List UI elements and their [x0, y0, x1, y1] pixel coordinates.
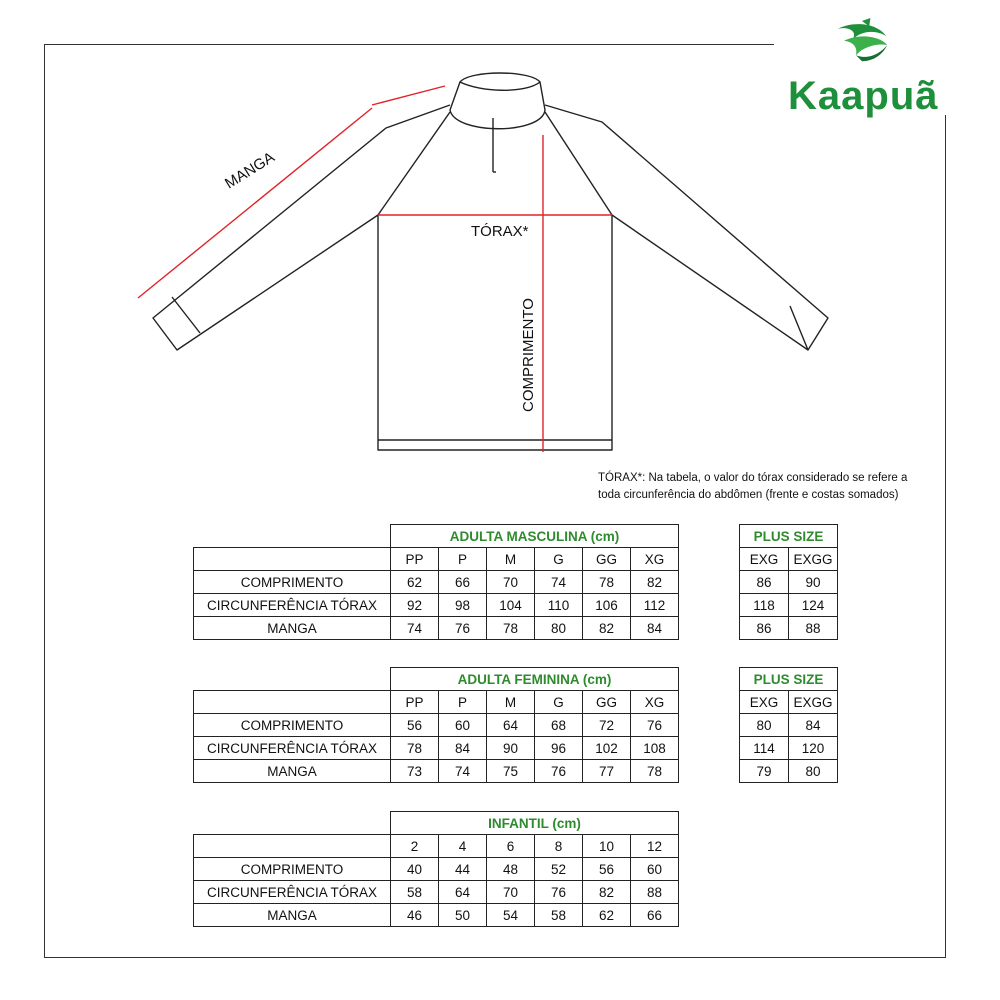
cell: 73 — [391, 760, 439, 783]
cell: 70 — [487, 571, 535, 594]
size-header: 12 — [631, 835, 679, 858]
cell: 118 — [740, 594, 789, 617]
row-label: MANGA — [194, 760, 391, 783]
size-header: PP — [391, 548, 439, 571]
cell: 106 — [583, 594, 631, 617]
size-header: 6 — [487, 835, 535, 858]
footnote-line-1: TÓRAX*: Na tabela, o valor do tórax considerado se refere a — [598, 472, 908, 484]
plus-size-table-masculina — [739, 524, 838, 640]
size-header: 4 — [439, 835, 487, 858]
cell: 76 — [535, 760, 583, 783]
cell: 78 — [631, 760, 679, 783]
table-row — [740, 571, 838, 594]
table-row — [194, 571, 679, 594]
cell: 68 — [535, 714, 583, 737]
cell: 60 — [631, 858, 679, 881]
cell: 80 — [740, 714, 789, 737]
cell: 76 — [439, 617, 487, 640]
cell: 72 — [583, 714, 631, 737]
cell: 120 — [789, 737, 838, 760]
size-header: M — [487, 691, 535, 714]
size-header: EXG — [740, 548, 789, 571]
row-label: CIRCUNFERÊNCIA TÓRAX — [194, 594, 391, 617]
row-label: CIRCUNFERÊNCIA TÓRAX — [194, 881, 391, 904]
cell: 74 — [439, 760, 487, 783]
cell: 82 — [583, 617, 631, 640]
size-table-infantil — [193, 811, 679, 927]
row-label: CIRCUNFERÊNCIA TÓRAX — [194, 737, 391, 760]
size-header: GG — [583, 548, 631, 571]
plus-size-table-feminina — [739, 667, 838, 783]
size-header: 8 — [535, 835, 583, 858]
cell: 46 — [391, 904, 439, 927]
cell: 62 — [391, 571, 439, 594]
cell: 114 — [740, 737, 789, 760]
row-label: MANGA — [194, 904, 391, 927]
table-row — [194, 594, 679, 617]
cell: 60 — [439, 714, 487, 737]
table-row — [194, 760, 679, 783]
cell: 102 — [583, 737, 631, 760]
cell: 58 — [535, 904, 583, 927]
size-table-feminina — [193, 667, 679, 783]
size-header: XG — [631, 691, 679, 714]
size-header: P — [439, 548, 487, 571]
row-label: MANGA — [194, 617, 391, 640]
cell: 88 — [789, 617, 838, 640]
cell: 66 — [439, 571, 487, 594]
cell: 52 — [535, 858, 583, 881]
cell: 64 — [439, 881, 487, 904]
cell: 77 — [583, 760, 631, 783]
cell: 90 — [789, 571, 838, 594]
size-header: PP — [391, 691, 439, 714]
size-header: 10 — [583, 835, 631, 858]
cell: 112 — [631, 594, 679, 617]
table-title: ADULTA MASCULINA (cm) — [391, 525, 679, 548]
cell: 44 — [439, 858, 487, 881]
table-row — [740, 714, 838, 737]
cell: 79 — [740, 760, 789, 783]
table-row — [194, 714, 679, 737]
size-header: M — [487, 548, 535, 571]
cell: 78 — [583, 571, 631, 594]
row-label: COMPRIMENTO — [194, 858, 391, 881]
cell: 84 — [439, 737, 487, 760]
cell: 98 — [439, 594, 487, 617]
cell: 78 — [487, 617, 535, 640]
size-header: P — [439, 691, 487, 714]
plus-size-title: PLUS SIZE — [740, 668, 838, 691]
brand-name: Kaapuã — [788, 74, 939, 118]
table-row — [194, 617, 679, 640]
cell: 82 — [631, 571, 679, 594]
cell: 56 — [391, 714, 439, 737]
cell: 90 — [487, 737, 535, 760]
table-row — [194, 904, 679, 927]
cell: 96 — [535, 737, 583, 760]
cell: 50 — [439, 904, 487, 927]
cell: 74 — [391, 617, 439, 640]
cell: 80 — [535, 617, 583, 640]
size-header: 2 — [391, 835, 439, 858]
table-row — [740, 617, 838, 640]
cell: 54 — [487, 904, 535, 927]
cell: 84 — [631, 617, 679, 640]
plus-size-title: PLUS SIZE — [740, 525, 838, 548]
cell: 86 — [740, 617, 789, 640]
cell: 86 — [740, 571, 789, 594]
cell: 82 — [583, 881, 631, 904]
cell: 74 — [535, 571, 583, 594]
cell: 58 — [391, 881, 439, 904]
cell: 56 — [583, 858, 631, 881]
cell: 84 — [789, 714, 838, 737]
size-header: G — [535, 548, 583, 571]
frame-bottom-line — [44, 957, 946, 958]
cell: 108 — [631, 737, 679, 760]
size-header: XG — [631, 548, 679, 571]
chest-footnote — [598, 470, 938, 504]
cell: 76 — [535, 881, 583, 904]
cell: 66 — [631, 904, 679, 927]
table-row — [740, 594, 838, 617]
cell: 124 — [789, 594, 838, 617]
cell: 88 — [631, 881, 679, 904]
cell: 70 — [487, 881, 535, 904]
cell: 75 — [487, 760, 535, 783]
cell: 104 — [487, 594, 535, 617]
cell: 64 — [487, 714, 535, 737]
chest-measure-label: TÓRAX* — [471, 223, 529, 240]
cell: 40 — [391, 858, 439, 881]
cell: 80 — [789, 760, 838, 783]
table-row — [194, 858, 679, 881]
table-title: INFANTIL (cm) — [391, 812, 679, 835]
cell: 78 — [391, 737, 439, 760]
sleeve-measure-label: MANGA — [222, 148, 278, 193]
size-header: GG — [583, 691, 631, 714]
table-row — [740, 760, 838, 783]
length-measure-label: COMPRIMENTO — [520, 298, 537, 412]
row-label: COMPRIMENTO — [194, 571, 391, 594]
cell: 92 — [391, 594, 439, 617]
size-table-masculina — [193, 524, 679, 640]
cell: 76 — [631, 714, 679, 737]
table-row — [740, 737, 838, 760]
cell: 110 — [535, 594, 583, 617]
size-header: EXGG — [789, 548, 838, 571]
row-label: COMPRIMENTO — [194, 714, 391, 737]
table-row — [194, 881, 679, 904]
size-header: EXGG — [789, 691, 838, 714]
footnote-line-2: toda circunferência do abdômen (frente e costas somados) — [598, 489, 899, 501]
size-header: G — [535, 691, 583, 714]
cell: 48 — [487, 858, 535, 881]
cell: 62 — [583, 904, 631, 927]
table-row — [194, 737, 679, 760]
table-title: ADULTA FEMININA (cm) — [391, 668, 679, 691]
size-header: EXG — [740, 691, 789, 714]
